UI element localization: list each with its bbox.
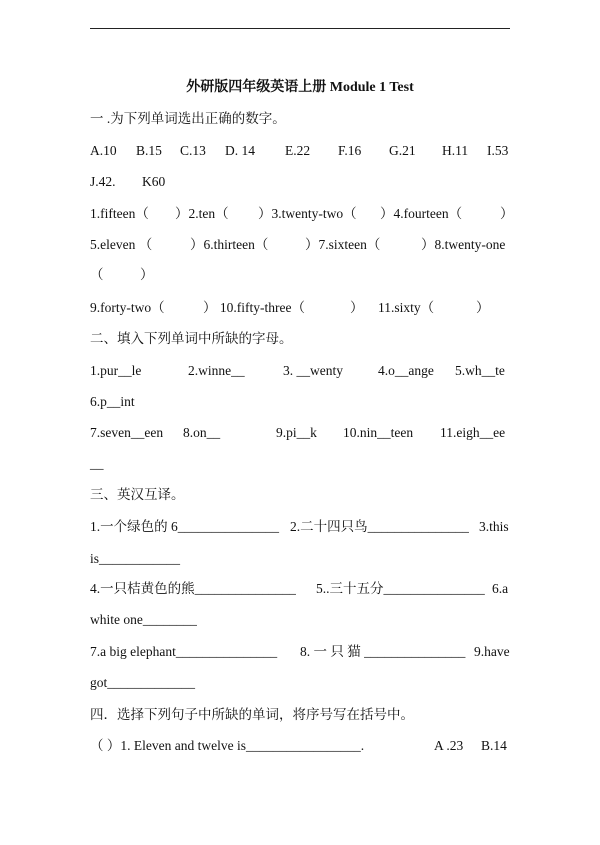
word-winner: 2.winne__ [188,363,245,378]
q-close: ） [500,206,514,221]
word-white: 5.wh__te [455,363,505,378]
word-orange: 4.o__ange [378,363,434,378]
section2-heading: 二、填入下列单词中所缺的字母。 [90,331,293,346]
q-ten: ）2.ten（ [175,206,229,221]
word-twenty: 3. __wenty [283,363,343,378]
q-fifty-three: ） 10.fifty-three（ [203,300,305,315]
option-b: B.15 [136,143,162,158]
trans-8: 8. 一 只 猫 _______________ [300,644,466,659]
word-nineteen: 10.nin__teen [343,425,414,440]
q-close-3: ） [476,300,490,315]
option-c: C.13 [180,143,206,158]
trans-5: 5..三十五分_______________ [316,581,485,596]
option-h: H.11 [442,143,469,158]
trans-9-cont: got_____________ [90,675,196,690]
choice-q1: （ ）1. Eleven and twelve is_________________. [90,738,365,753]
q-twenty-two: ）3.twenty-two（ [258,206,357,221]
trans-7: 7.a big elephant_______________ [90,644,278,659]
word-seventeen: 7.seven__een [90,425,164,440]
trans-2: 2.二十四只鸟_______________ [290,519,469,534]
q-close-2: ） [350,300,364,315]
trans-1: 1.一个绿色的 6_______________ [90,519,279,534]
section1-heading: 一 .为下列单词选出正确的数字。 [90,111,286,126]
word-pink: 9.pi__k [276,425,317,440]
q-thirteen: ）6.thirteen（ [190,237,269,252]
word-eighteen: 11.eigh__ee [440,425,506,440]
q-sixty: 11.sixty（ [378,300,435,315]
paren-open: （ [90,267,104,282]
trans-4: 4.一只桔黄色的熊_______________ [90,581,296,596]
option-i: I.53 [487,143,509,158]
option-a: A.10 [90,143,117,158]
word-paint: 6.p__int [90,394,135,409]
top-rule [90,28,510,29]
q-fifteen: 1.fifteen（ [90,206,149,221]
word-eighteen-cont: __ [90,456,104,471]
choice-b: B.14 [481,738,507,753]
trans-6-cont: white one________ [90,612,197,627]
option-f: F.16 [338,143,362,158]
word-purple: 1.pur__le [90,363,142,378]
q-sixteen: ）7.sixteen（ [305,237,381,252]
option-d: D. 14 [225,143,255,158]
trans-3: 3.this [479,519,509,534]
page-title: 外研版四年级英语上册 Module 1 Test [186,80,414,95]
q-twenty-one: ）8.twenty-one [421,237,506,252]
option-j: J.42. [90,174,116,189]
q-eleven: 5.eleven （ [90,237,153,252]
word-one: 8.on__ [183,425,221,440]
section4-heading: 四．选择下列句子中所缺的单词，将序号写在括号中。 [90,707,414,722]
choice-a: A .23 [434,738,464,753]
trans-3-cont: is____________ [90,551,181,566]
q-fourteen: ）4.fourteen（ [380,206,463,221]
trans-9: 9.have [474,644,510,659]
q-forty-two: 9.forty-two（ [90,300,165,315]
paren-close: ） [140,267,154,282]
option-e: E.22 [285,143,311,158]
option-g: G.21 [389,143,416,158]
trans-6: 6.a [492,581,509,596]
section3-heading: 三、英汉互译。 [90,487,185,502]
option-k: K60 [142,174,166,189]
